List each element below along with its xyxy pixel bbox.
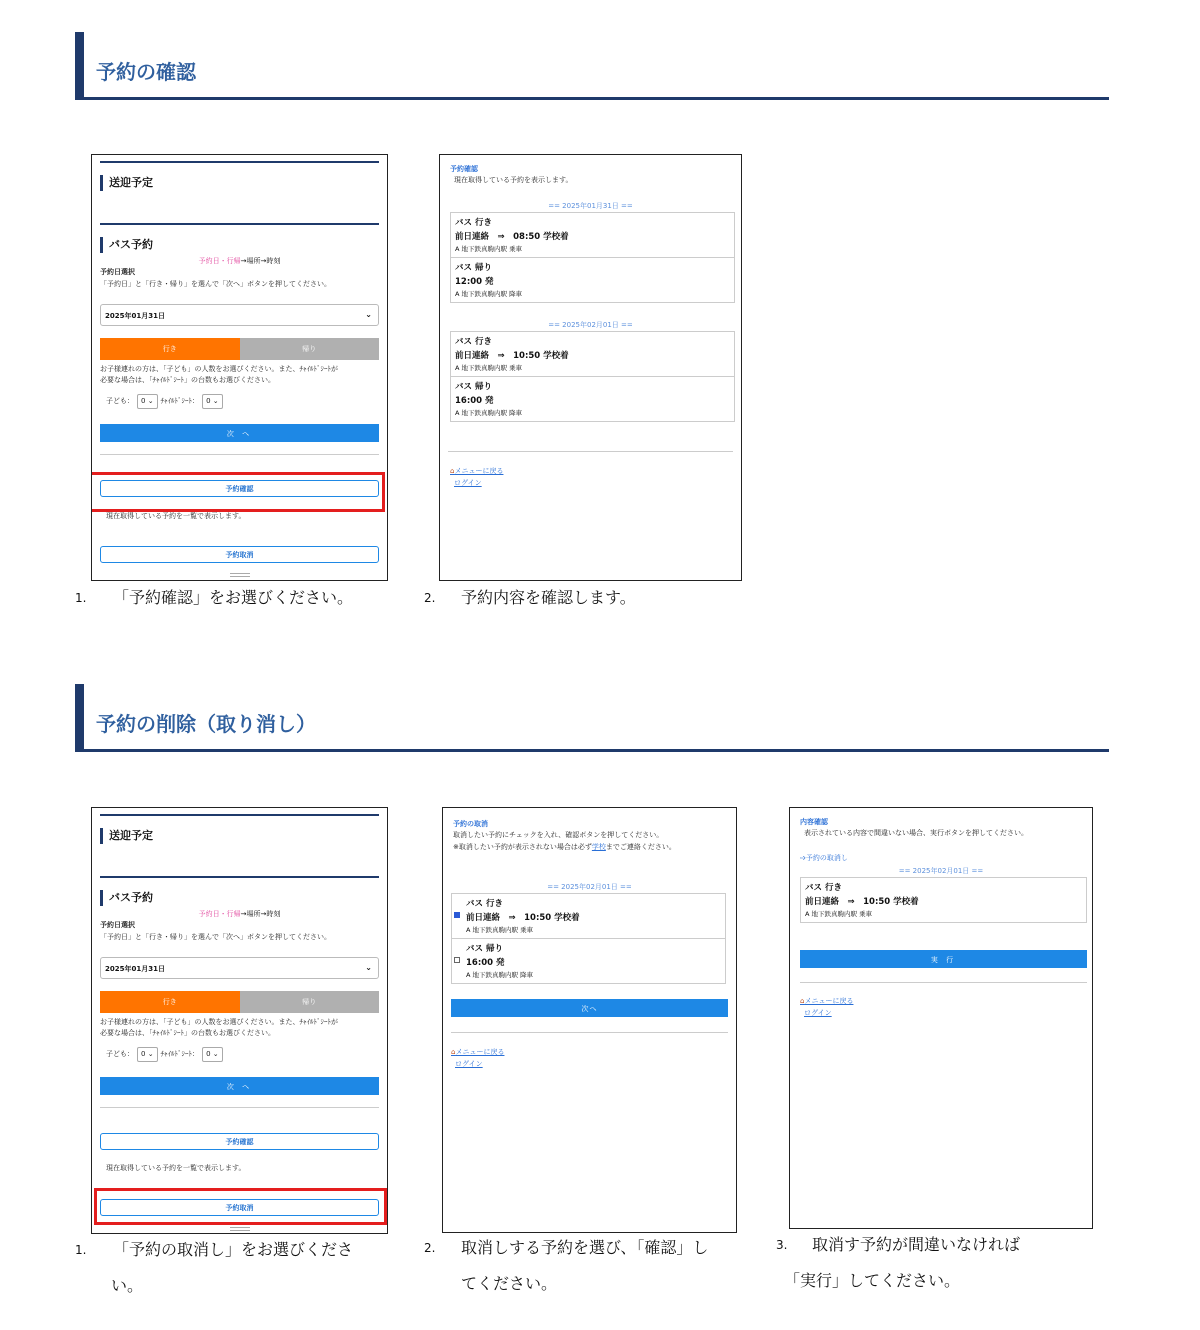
child-count-select[interactable]: 0 ⌄ <box>137 394 158 409</box>
child-count-select[interactable]: 0 ⌄ <box>137 1047 158 1062</box>
chevron-down-icon: ⌄ <box>365 310 372 319</box>
cancel-booking-button[interactable]: 予約取消 <box>100 1199 379 1216</box>
school-link[interactable]: 学校 <box>591 843 606 851</box>
scroll-handle-line <box>230 576 250 577</box>
booking-row: バス 行き 前日連絡 ⇒ 10:50 学校着 A 地下鉄真駒内駅 乗車 <box>452 894 725 939</box>
direction-toggle <box>100 991 379 1013</box>
confirm-heading: 内容確認 <box>800 818 828 826</box>
scroll-handle-line <box>230 1230 250 1231</box>
login-link[interactable]: ログイン <box>455 1060 483 1068</box>
menu-link[interactable]: ⌂メニューに戻る <box>800 997 854 1005</box>
booking-row: バス 行き 前日連絡 ⇒ 10:50 学校着 A 地下鉄真駒内駅 乗車 <box>451 332 734 377</box>
scroll-handle <box>230 1227 250 1228</box>
child-count-row: 子ども： 0 ⌄ ﾁｬｲﾙﾄﾞｼｰﾄ： 0 ⌄ <box>106 1047 226 1062</box>
direction-toggle <box>100 338 379 360</box>
list-heading: 予約確認 <box>450 165 478 173</box>
confirm-booking-button[interactable]: 予約確認 <box>100 1133 379 1150</box>
cancel-note: ※取消したい予約が表示されない場合は必ず学校までご連絡ください。 <box>453 843 676 851</box>
block-header-schedule: 送迎予定 <box>100 814 379 816</box>
list-description: 現在取得している予約を表示します。 <box>454 176 573 184</box>
caption-step: 2. 取消しする予約を選び、「確認」し てください。 <box>424 1238 709 1293</box>
menu-link[interactable]: ⌂メニューに戻る <box>450 467 504 475</box>
section-title-cancel <box>75 684 1109 752</box>
next-button[interactable]: 次へ <box>451 999 728 1017</box>
divider <box>448 451 733 452</box>
toggle-go[interactable]: 行き <box>100 991 240 1013</box>
instruction-text: 「予約日」と「行き・帰り」を選んで「次へ」ボタンを押してください。 <box>100 933 331 941</box>
booking-row: バス 帰り 16:00 発 A 地下鉄真駒内駅 降車 <box>455 382 523 417</box>
list-note: 現在取得している予約を一覧で表示します。 <box>106 512 246 520</box>
booking-card <box>451 893 726 984</box>
highlight-box <box>94 1188 387 1225</box>
confirm-description: 表示されている内容で間違いない場合、実行ボタンを押してください。 <box>804 829 1028 837</box>
booking-row: バス 行き 前日連絡 ⇒ 10:50 学校着 A 地下鉄真駒内駅 乗車 <box>805 883 919 918</box>
cancel-description: 取消したい予約にチェックを入れ、確認ボタンを押してください。 <box>453 831 664 839</box>
execute-button[interactable]: 実 行 <box>800 950 1087 968</box>
date-select[interactable]: 2025年01月31日 ⌄ <box>100 304 379 326</box>
caption-step: 3. 取消す予約が間違いなければ 「実行」してください。 <box>776 1235 1021 1290</box>
checkbox[interactable] <box>454 957 460 963</box>
child-seat-select[interactable]: 0 ⌄ <box>202 1047 223 1062</box>
login-link[interactable]: ログイン <box>804 1009 832 1017</box>
booking-row: バス 帰り 16:00 発 A 地下鉄真駒内駅 降車 <box>452 939 725 983</box>
toggle-return[interactable]: 帰り <box>240 991 380 1013</box>
instruction-text: 「予約日」と「行き・帰り」を選んで「次へ」ボタンを押してください。 <box>100 280 331 288</box>
toggle-return[interactable]: 帰り <box>240 338 380 360</box>
home-icon: ⌂ <box>450 467 455 475</box>
login-link[interactable]: ログイン <box>454 479 482 487</box>
date-separator: == 2025年02月01日 == <box>898 867 984 875</box>
booking-row: バス 行き 前日連絡 ⇒ 08:50 学校着 A 地下鉄真駒内駅 乗車 <box>451 213 734 258</box>
arrow-icon: ➩ <box>800 854 806 862</box>
booking-card <box>450 212 735 303</box>
booking-row: バス 帰り 12:00 発 A 地下鉄真駒内駅 降車 <box>455 263 523 298</box>
section-title-text: 予約の確認 <box>96 60 196 84</box>
cancel-label: ➩予約の取消し <box>800 854 848 862</box>
screenshot-booking-list <box>439 154 742 581</box>
step-indicator: 予約日・行帰→場所→時刻 <box>198 910 281 918</box>
scroll-handle <box>230 573 250 574</box>
confirm-booking-button[interactable]: 予約確認 <box>100 480 379 497</box>
divider <box>100 1107 379 1108</box>
home-icon: ⌂ <box>800 997 805 1005</box>
block-header-bus: バス予約 <box>100 223 379 225</box>
divider <box>800 982 1087 983</box>
cancel-heading: 予約の取消 <box>453 820 488 828</box>
date-select-label: 予約日選択 <box>100 921 135 929</box>
chevron-down-icon: ⌄ <box>365 963 372 972</box>
booking-card <box>450 331 735 422</box>
screenshot-cancel-confirm <box>789 807 1093 1229</box>
list-note: 現在取得している予約を一覧で表示します。 <box>106 1164 246 1172</box>
next-button[interactable]: 次 へ <box>100 424 379 442</box>
divider <box>100 454 379 455</box>
date-separator: == 2025年01月31日 == <box>548 202 633 210</box>
menu-link[interactable]: ⌂メニューに戻る <box>451 1048 505 1056</box>
section-title-confirm <box>75 32 1109 100</box>
booking-card <box>800 877 1087 923</box>
block-header-bus: バス予約 <box>100 876 379 878</box>
next-button[interactable]: 次 へ <box>100 1077 379 1095</box>
screenshot-booking <box>91 807 388 1234</box>
date-separator: == 2025年02月01日 == <box>547 883 632 891</box>
date-select[interactable]: 2025年01月31日 ⌄ <box>100 957 379 979</box>
date-separator: == 2025年02月01日 == <box>548 321 633 329</box>
section-title-text: 予約の削除（取り消し） <box>96 712 316 736</box>
home-icon: ⌂ <box>451 1048 456 1056</box>
caption-step: 1. 「予約の取消し」をお選びくださ い。 <box>75 1240 354 1295</box>
divider <box>451 1032 728 1033</box>
toggle-go[interactable]: 行き <box>100 338 240 360</box>
screenshot-cancel-select <box>442 807 737 1233</box>
block-header-schedule: 送迎予定 <box>100 161 379 163</box>
child-note: お子様連れの方は、「子ども」の人数をお選びください。また、ﾁｬｲﾙﾄﾞｼｰﾄが 必要な場合は、「ﾁｬｲﾙﾄﾞｼｰﾄ」の台数もお選びください。 <box>100 365 338 384</box>
step-indicator: 予約日・行帰→場所→時刻 <box>198 257 281 265</box>
checkbox-checked[interactable] <box>454 912 460 918</box>
date-select-label: 予約日選択 <box>100 268 135 276</box>
highlight-box <box>91 472 385 512</box>
cancel-booking-button[interactable]: 予約取消 <box>100 546 379 563</box>
child-note: お子様連れの方は、「子ども」の人数をお選びください。また、ﾁｬｲﾙﾄﾞｼｰﾄが 必要な場合は、「ﾁｬｲﾙﾄﾞｼｰﾄ」の台数もお選びください。 <box>100 1018 338 1037</box>
screenshot-booking <box>91 154 388 581</box>
child-seat-select[interactable]: 0 ⌄ <box>202 394 223 409</box>
child-count-row: 子ども： 0 ⌄ ﾁｬｲﾙﾄﾞｼｰﾄ： 0 ⌄ <box>106 394 226 409</box>
